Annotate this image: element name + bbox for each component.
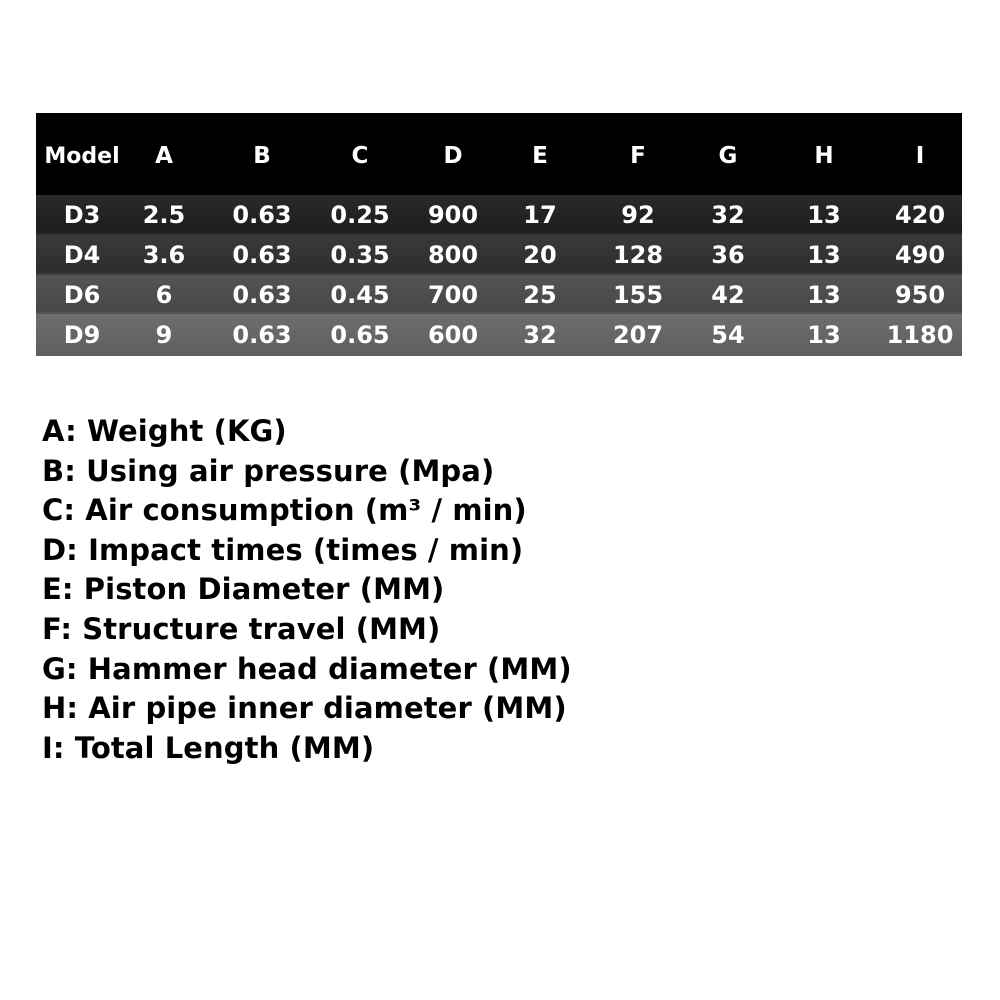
table-cell: 13: [807, 241, 841, 269]
header-cell-h: H: [814, 143, 834, 169]
table-cell: D9: [63, 321, 101, 349]
table-cell: 2.5: [142, 201, 186, 229]
table-cell: 42: [711, 280, 745, 309]
table-cell: 700: [427, 280, 479, 309]
table-cell: 950: [894, 280, 946, 309]
header-cell-model: Model: [44, 143, 120, 169]
table-cell: 0.63: [232, 321, 292, 349]
table-row: [36, 314, 962, 356]
header-cell-d: D: [443, 143, 463, 169]
table-cell: 420: [894, 201, 946, 229]
table-cell: 20: [523, 241, 557, 269]
legend-item-c: C: Air consumption (m³ / min): [42, 493, 527, 528]
table-cell: 54: [711, 321, 745, 349]
header-cell-c: C: [351, 143, 369, 169]
table-cell: 32: [711, 201, 745, 229]
table-cell: 9: [155, 321, 173, 349]
header-cell-b: B: [253, 143, 271, 169]
column-legend: [42, 412, 942, 768]
legend-item-i: I: Total Length (MM): [42, 730, 375, 765]
legend-item-b: B: Using air pressure (Mpa): [42, 453, 495, 488]
table-cell: 0.63: [232, 241, 292, 269]
table-cell: 13: [807, 280, 841, 309]
table-cell: 32: [523, 321, 557, 349]
table-cell: 3.6: [142, 241, 186, 269]
table-cell: 13: [807, 321, 841, 349]
table-cell: 0.25: [330, 201, 390, 229]
header-cell-f: F: [630, 143, 646, 169]
table-cell: 0.35: [330, 241, 390, 269]
legend-item-h: H: Air pipe inner diameter (MM): [42, 691, 567, 726]
header-cell-i: I: [915, 143, 925, 169]
table-cell: 17: [523, 201, 557, 229]
legend-item-d: D: Impact times (times / min): [42, 532, 524, 567]
legend-item-g: G: Hammer head diameter (MM): [42, 651, 572, 686]
header-cell-a: A: [155, 143, 173, 169]
table-cell: 36: [711, 241, 745, 269]
table-cell: 13: [807, 201, 841, 229]
header-cell-e: E: [532, 143, 548, 169]
table-cell: D4: [63, 241, 101, 269]
table-cell: 0.63: [232, 201, 292, 229]
table-cell: 6: [155, 280, 173, 309]
table-cell: 0.45: [330, 280, 390, 309]
table-header-row: [36, 113, 962, 195]
table-cell: 900: [427, 201, 479, 229]
table-cell: 207: [612, 321, 664, 349]
table-row: [36, 235, 962, 275]
table-cell: 155: [612, 280, 664, 309]
table-cell: 25: [523, 280, 557, 309]
table-cell: 490: [894, 241, 946, 269]
spec-table: [36, 113, 962, 356]
header-cell-g: G: [718, 143, 738, 169]
table-cell: 0.65: [330, 321, 390, 349]
table-cell: 800: [427, 241, 479, 269]
table-cell: 0.63: [232, 280, 292, 309]
table-cell: 128: [612, 241, 664, 269]
table-cell: 1180: [886, 321, 954, 349]
table-row: [36, 275, 962, 314]
table-row: [36, 195, 962, 235]
table-cell: 92: [621, 201, 655, 229]
legend-item-e: E: Piston Diameter (MM): [42, 572, 445, 607]
legend-item-a: A: Weight (KG): [42, 414, 287, 448]
table-cell: 600: [427, 321, 479, 349]
table-cell: D6: [63, 280, 101, 309]
table-cell: D3: [63, 201, 101, 229]
legend-item-f: F: Structure travel (MM): [42, 611, 441, 646]
